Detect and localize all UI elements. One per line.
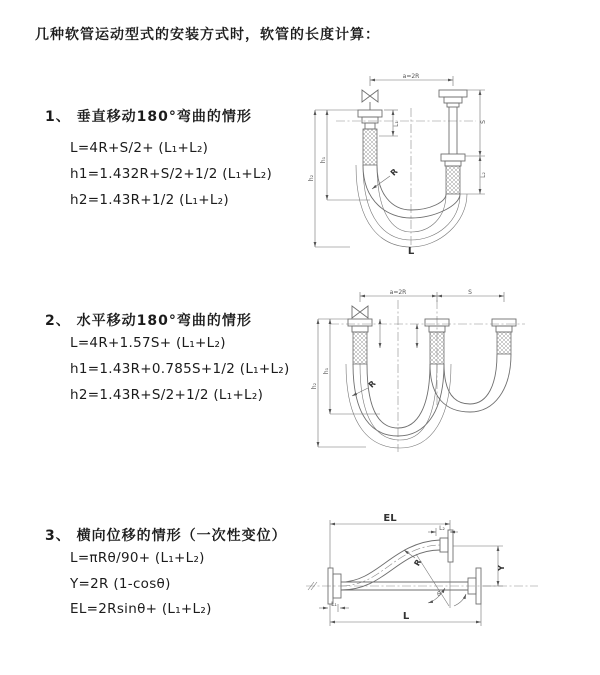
valve-icon bbox=[362, 90, 370, 102]
dim-label-h1: h₁ bbox=[320, 156, 327, 164]
dim-label-l1: L₁ bbox=[393, 121, 400, 127]
flange-neck bbox=[365, 123, 375, 129]
braided-hose-section bbox=[446, 166, 460, 194]
diagram-vertical-180-bend bbox=[308, 70, 533, 255]
valve-icon bbox=[370, 90, 378, 102]
flange bbox=[445, 161, 461, 166]
flange-neck bbox=[447, 103, 459, 107]
hose-wall bbox=[341, 550, 440, 590]
page-title: 几种软管运动型式的安装方式时，软管的长度计算： bbox=[35, 27, 380, 43]
flange bbox=[348, 319, 372, 326]
hose-curve bbox=[377, 165, 446, 210]
flange bbox=[444, 97, 462, 103]
dim-label-l: L bbox=[402, 611, 410, 622]
radius-label: R bbox=[388, 166, 400, 178]
dim-label-l2: L₂ bbox=[480, 172, 487, 178]
hose-curve-moved bbox=[444, 354, 497, 404]
section-1-formula-h1: h1=1.432R+S/2+1/2 (L₁+L₂) bbox=[70, 166, 273, 182]
section-1-formula-L: L=4R+S/2+ (L₁+L₂) bbox=[70, 140, 209, 156]
dim-label-a2r: a=2R bbox=[402, 73, 420, 80]
section-3-formula-L: L=πRθ/90+ (L₁+L₂) bbox=[70, 550, 205, 566]
flange bbox=[362, 117, 378, 123]
dim-label-s: S bbox=[480, 120, 487, 124]
flange bbox=[496, 326, 512, 332]
hose-wall bbox=[341, 540, 440, 582]
flange bbox=[352, 326, 368, 332]
dim-label-h1: h₁ bbox=[323, 367, 330, 375]
section-2-formula-h2: h2=1.43R+S/2+1/2 (L₁+L₂) bbox=[70, 387, 264, 403]
section-3-formula-EL: EL=2Rsinθ+ (L₁+L₂) bbox=[70, 601, 212, 617]
dim-label-l1: L₁ bbox=[331, 601, 337, 608]
radius-label: R bbox=[412, 557, 424, 568]
hose-curve bbox=[367, 364, 430, 428]
section-1-heading: 1、 垂直移动180°弯曲的情形 bbox=[45, 109, 252, 125]
dim-label-l2: L₂ bbox=[439, 525, 445, 532]
dim-label-h2: h₂ bbox=[311, 382, 318, 390]
flange bbox=[439, 90, 467, 97]
dim-label-h2: h₂ bbox=[308, 174, 315, 182]
flange bbox=[448, 530, 453, 562]
radius-label: R bbox=[366, 378, 378, 390]
dim-label-s: S bbox=[468, 289, 472, 296]
section-3-formula-Y: Y=2R (1-cosθ) bbox=[70, 576, 171, 592]
section-1-formula-h2: h2=1.43R+1/2 (L₁+L₂) bbox=[70, 192, 229, 208]
flange-neck bbox=[440, 538, 448, 552]
dim-label-y: Y bbox=[497, 565, 506, 571]
angle-label-theta: θ bbox=[437, 591, 441, 598]
flange bbox=[358, 110, 382, 117]
section-2-formula-L: L=4R+1.57S+ (L₁+L₂) bbox=[70, 335, 226, 351]
diagram-horizontal-180-bend bbox=[310, 286, 545, 458]
construction-line bbox=[416, 554, 449, 606]
flange bbox=[492, 319, 516, 326]
section-2-heading: 2、 水平移动180°弯曲的情形 bbox=[45, 313, 252, 329]
angle-arc bbox=[454, 594, 466, 606]
diagram-lateral-displacement bbox=[298, 506, 568, 651]
braided-hose-section bbox=[363, 129, 377, 165]
braided-hose-section bbox=[430, 332, 444, 364]
section-2-formula-h1: h1=1.43R+0.785S+1/2 (L₁+L₂) bbox=[70, 361, 290, 377]
flange bbox=[441, 154, 465, 161]
dim-label-a2r: a=2R bbox=[389, 289, 407, 296]
valve-icon bbox=[352, 306, 360, 318]
valve-icon bbox=[360, 306, 368, 318]
braided-hose-section bbox=[353, 332, 367, 364]
hose-curve-outer bbox=[346, 364, 451, 448]
dim-label-el: EL bbox=[383, 513, 397, 524]
braided-hose-section bbox=[497, 332, 511, 354]
length-label: L bbox=[407, 246, 415, 257]
section-3-heading: 3、 横向位移的情形（一次性变位） bbox=[45, 528, 287, 544]
